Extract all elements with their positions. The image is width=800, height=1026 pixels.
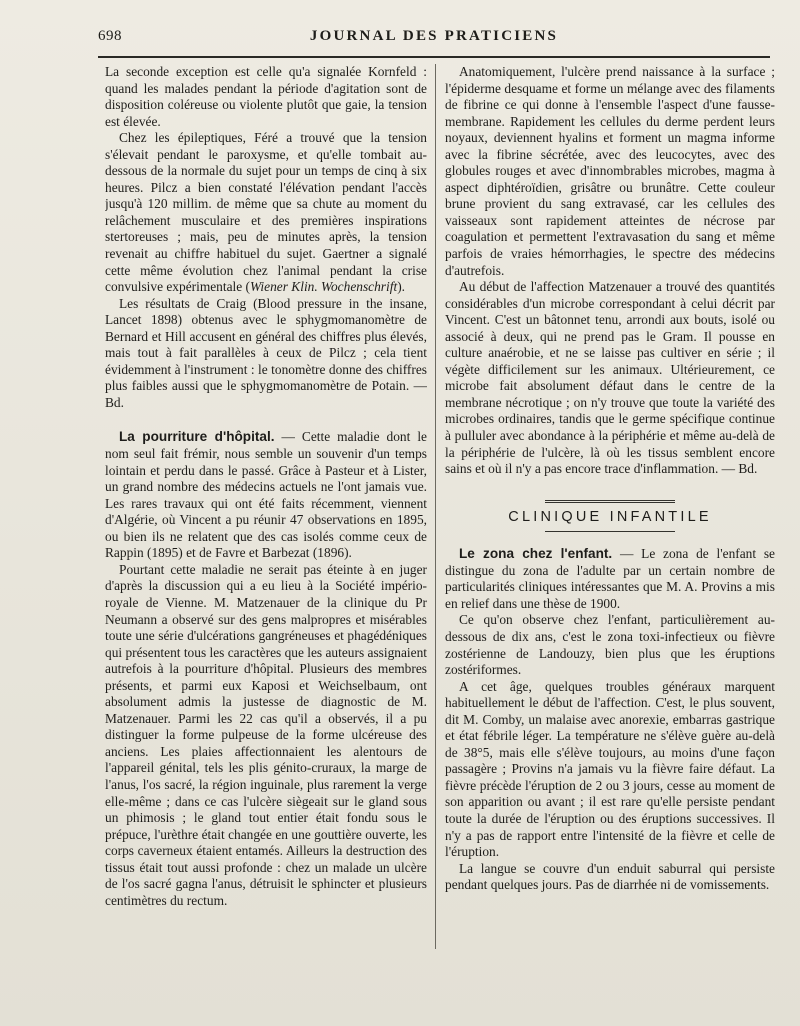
paragraph: La seconde exception est celle qu'a signalée Kornfeld : quand les malades pendant la période d'agitation sont de disposition coléreuse ou violente plutôt que gaie, la tension est élevée. [105, 64, 427, 129]
section-rule-top [545, 500, 675, 503]
citation: Wiener Klin. Wochenschrift [250, 279, 398, 295]
paragraph-text-end: ). [397, 279, 405, 295]
paragraph: A cet âge, quelques troubles généraux marquent habituellement le début de l'affection. C'est, le plus souvent, dit M. Comby, un malaise avec anorexie, embarras gastrique et état fébrile léger. La température ne s'élève guère au-delà de 38°5, mais elle s'élève toujours, au moins d'une façon passagère ; Provins n'a jamais vu la fièvre faire défaut. La fièvre précède l'éruption de 2 ou 3 jours, cesse au moment de son apparition ou avant ; il est rare qu'elle persiste pendant toute la durée de l'éruption ou des éruptions successives. Il n'y a pas de rapport entre l'intensité de la fièvre et celle de l'éruption. [445, 678, 775, 860]
running-head: JOURNAL DES PRATICIENS [309, 28, 559, 44]
paragraph: Anatomiquement, l'ulcère prend naissance à la surface ; l'épiderme desquame et forme un mélange avec des filaments de fibrine ce qui donne à l'ensemble l'aspect d'une fausse-membrane. Rapidement les cellules du derme perdent leurs noyaux, deviennent hyalins et forment un magma informe avec la fibrine sécrétée, avec des leucocytes, avec des globules rouges et avec d'innombrables microbes, magma à aspect diphtéroïdien, grisâtre ou brunâtre. Cette couleur brune provient du sang extravasé, car les cellules des vaisseaux sont rapidement atteintes de nécrose par coagulation et permettent l'extravasation du sang et même parfois de vraies hémorrhagies, le spectre des médecins d'autrefois. [445, 64, 775, 278]
paragraph [445, 546, 775, 612]
paragraph-text: — Cette maladie dont le nom seul fait frémir, nous semble un souvenir d'un temps lointain et perdu dans le passé. Grâce à Pasteur et à Lister, un grand nombre des médecins actuels ne l'ont jamais vue. Les rares travaux qui ont été faits récemment, viennent d'Algérie, où Vincent a pu réunir 47 observations en 1895, ou bien ils ne relatent que des cas isolés comme ceux de Rappin (1895) et de Favre et Barbezat (1896). [105, 429, 427, 561]
paragraph: Pourtant cette maladie ne serait pas éteinte à en juger d'après la discussion qui a eu lieu à la Société império-royale de Vienne. M. Matzenauer de la clinique du Pr Neumann a observé sur des gens malpropres et misérables toute une série d'ulcérations gangréneuses et phagédéniques qui présentent tous les caractères que les auteurs assignaient autrefois à la pourriture d'hôpital. Plusieurs des membres présents, et parmi eux Kaposi et Weichselbaum, ont absolument admis la justesse de diagnostic de M. Matzenauer. Parmi les 22 cas qu'il a observés, il a pu distinguer la forme pulpeuse de la forme ulcéreuse des anciens. Les plaies affectionnaient les alentours de l'appareil génital, tels les plis génito-cruraux, la marge de l'anus, l'os sacré, la région inguinale, plus rarement la verge elle-même ; dans ce cas l'ulcère siègeait sur le gland sous un phimosis ; le gland tout entier était fondu sous le prépuce, l'urèthre était changée en une gouttière ouverte, les corps caverneux étaient entamés. Ailleurs la destruction des tissus était tout aussi profonde : chez un malade un ulcère de l'os sacré gagna l'anus, détruisit le sphincter et plusieurs centimètres du rectum. [105, 561, 427, 908]
article-title: La pourriture d'hôpital. [119, 429, 275, 445]
section-rule-bottom [545, 531, 675, 532]
page-number: 698 [98, 28, 122, 44]
paragraph: Ce qu'on observe chez l'enfant, particulièrement au-dessous de dix ans, c'est le zona toxi-infectieux ou fièvre zostérienne de Landouzy, bien plus que les éruptions zostériformes. [445, 612, 775, 678]
section-title: CLINIQUE INFANTILE [508, 508, 712, 525]
paragraph [105, 429, 427, 561]
article-zona [445, 546, 775, 893]
paragraph-text: Chez les épileptiques, Féré a trouvé que la tension s'élevait pendant le paroxysme, et qu'elle tombait au-dessous de la normale du sujet pour un temps de cinq à six heures. Pilcz a bien constaté l'élévation pendant l'accès jusqu'à 120 millim. de même que sa chute au moment du relâchement musculaire et des premières inspirations stertoreuses ; mais, peu de minutes après, la tension revenait au chiffre habituel du sujet. Gaertner a signalé cette même évolution chez l'animal pendant la crise convulsive expérimentale ( [105, 130, 427, 295]
article-title: Le zona chez l'enfant. [459, 546, 613, 562]
page-header [98, 28, 770, 50]
paragraph: La langue se couvre d'un enduit saburral qui persiste pendant quelques jours. Pas de diarrhée ni de vomissements. [445, 860, 775, 893]
header-rule [98, 56, 770, 58]
article-pourriture [105, 429, 427, 909]
paragraph: Au début de l'affection Matzenauer a trouvé des quantités considérables d'un microbe correspondant à celui décrit par Vincent. C'est un bâtonnet tenu, arrondi aux bouts, isolé ou associé à deux, qui ne prend pas le Gram. Il pousse en culture anaérobie, et ne se laisse pas cultiver en série ; il végète difficilement sur les animaux. Ultérieurement, ce microbe fait absolument défaut dans le centre de la membrane nécrotique ; on n'y trouve que toute la variété des microbes ordinaires, tandis que le germe spécifique continue à pulluler avec abondance à la périphérie et même au-delà de la périphérie de l'ulcère, là où les tissus semblent encore sains et où il n'y a pas encore trace d'inflammation. — Bd. [445, 279, 775, 477]
paragraph: Les résultats de Craig (Blood pressure in the insane, Lancet 1898) obtenus avec le sphygmomanomètre de Bernard et Hill accusent en général des chiffres plus élevés, mais tout à fait parallèles à ceux de Pilcz ; cela tient évidemment à l'instrument : le tonomètre donne des chiffres plus faibles aussi que le sphygmomanomètre de Potain. — Bd. [105, 295, 427, 410]
right-column [445, 64, 775, 966]
paragraph [105, 130, 427, 295]
column-divider [435, 64, 436, 949]
paragraph-text: — Le zona de l'enfant se distingue du zona de l'adulte par un certain nombre de particularités cliniques intéressantes que M. A. Provins a mis en relief dans une thèse de 1900. [445, 546, 775, 611]
section-heading [445, 500, 775, 533]
left-column [105, 64, 427, 966]
